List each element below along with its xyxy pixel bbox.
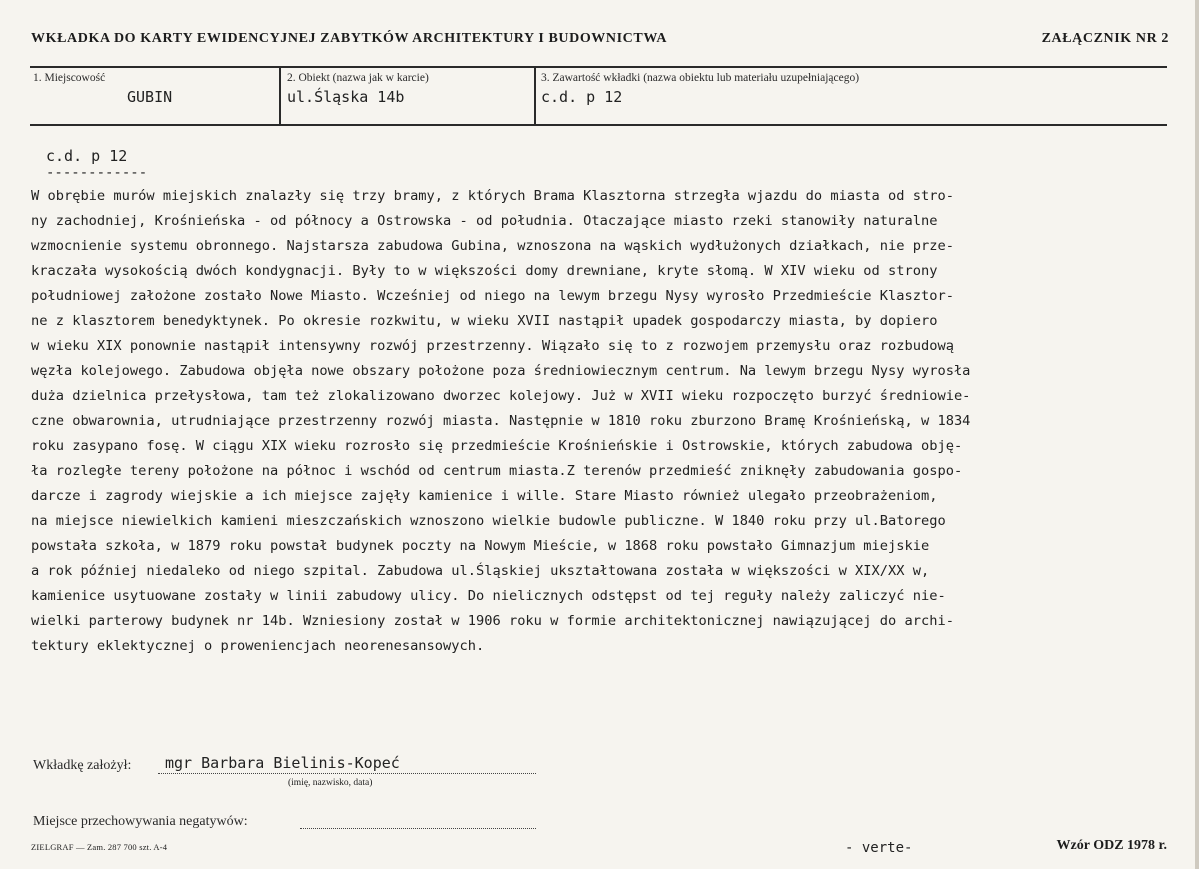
body-line: wielki parterowy budynek nr 14b. Wzniesiony został w 1906 roku w formie architektonicznej nawiązującej do archi- [31,613,954,629]
annex-number: ZAŁĄCZNIK NR 2 [1041,31,1169,46]
body-line: węzła kolejowego. Zabudowa objęła nowe obszary położone poza średniowiecznym centrum. Na lewym brzegu Nysy wyrosła [31,363,971,379]
body-line: ne z klasztorem benedyktynek. Po okresie rozkwitu, w wieku XVII nastąpił upadek gospodarczy miasta, by dopiero [31,313,938,329]
body-line: kraczała wysokością dwóch kondygnacji. Były to w większości domy drewniane, kryte słomą. W XIV wieku od strony [31,263,938,279]
negatives-label: Miejsce przechowywania negatywów: [33,814,248,829]
field-value-locality: GUBIN [127,88,173,106]
field-value-object: ul.Śląska 14b [287,88,405,106]
body-line: roku zasypano fosę. W ciągu XIX wieku rozrosło się przedmieście Krośnieńskie i Ostrowskie, których zabudowa obję- [31,438,963,454]
body-line: powstała szkoła, w 1879 roku powstał budynek poczty na Nowym Mieście, w 1868 roku powstało Gimnazjum miejskie [31,538,930,554]
body-line: duża dzielnica przełysłowa, tam też zlokalizowano dworzec kolejowy. Już w XVII wieku rozpoczęto burzyć średniowie- [31,388,971,404]
body-line: darcze i zagrody wiejskie a ich miejsce zajęły kamienice i wille. Stare Miasto również ulegało przeobrażeniom, [31,488,938,504]
author-label: Wkładkę założył: [33,758,132,773]
continuation-underline: ------------ [46,165,148,181]
continuation-heading: c.d. p 12 [46,147,128,165]
verte-note: - verte- [845,840,913,856]
form-template-id: Wzór ODZ 1978 r. [1056,838,1167,853]
fields-bottom-rule [30,124,1167,126]
body-line: w wieku XIX ponownie nastąpił intensywny rozwój przestrzenny. Wiązało się to z rozwojem przemysłu oraz rozbudową [31,338,954,354]
body-line: czne obwarownia, utrudniające przestrzenny rozwój miasta. Następnie w 1810 roku zburzono Bramę Krośnieńską, w 1834 [31,413,971,429]
body-line: południowej założone zostało Nowe Miasto. Wcześniej od niego na lewym brzegu Nysy wyrosło Przedmieście Klasztor- [31,288,954,304]
author-name: mgr Barbara Bielinis-Kopeć [165,754,400,772]
field-divider-1 [279,66,281,125]
body-line: ny zachodniej, Krośnieńska - od północy a Ostrowska - od południa. Otaczające miasto rzeki stanowiły naturalne [31,213,938,229]
body-line: wzmocnienie systemu obronnego. Najstarsza zabudowa Gubina, wznoszona na wąskich wydłużonych działkach, nie prze- [31,238,954,254]
top-rule [30,66,1167,68]
body-line: W obrębie murów miejskich znalazły się trzy bramy, z których Brama Klasztorna strzegła wjazdu do miasta od stro- [31,188,954,204]
field-label-contents: 3. Zawartość wkładki (nazwa obiektu lub materiału uzupełniającego) [541,72,860,84]
field-label-object: 2. Obiekt (nazwa jak w karcie) [287,72,429,84]
body-line: ła rozległe tereny położone na północ i wschód od centrum miasta.Z terenów przedmieść zniknęły zabudowania gospo- [31,463,963,479]
author-dotted-line [158,773,536,774]
body-line: a rok później niedaleko od niego szpital. Zabudowa ul.Śląskiej ukształtowana została w większości w XIX/XX w, [31,563,930,579]
field-label-locality: 1. Miejscowość [33,72,106,84]
field-value-contents: c.d. p 12 [541,88,623,106]
author-note: (imię, nazwisko, data) [288,778,373,788]
body-line: kamienice usytuowane zostały w linii zabudowy ulicy. Do nielicznych odstępst od tej reguły należy zaliczyć nie- [31,588,946,604]
negatives-dotted-line [300,828,536,829]
field-divider-2 [534,66,536,125]
scan-edge [1195,0,1199,869]
body-line: na miejsce niewielkich kamieni mieszczańskich wznoszono wielkie budowle publiczne. W 1840 roku przy ul.Batorego [31,513,946,529]
card-title: WKŁADKA DO KARTY EWIDENCYJNEJ ZABYTKÓW ARCHITEKTURY I BUDOWNICTWA [31,31,668,46]
printer-imprint: ZIELGRAF — Zam. 287 700 szt. A-4 [31,842,168,852]
body-line: tektury eklektycznej o proweniencjach neorenesansowych. [31,638,485,654]
